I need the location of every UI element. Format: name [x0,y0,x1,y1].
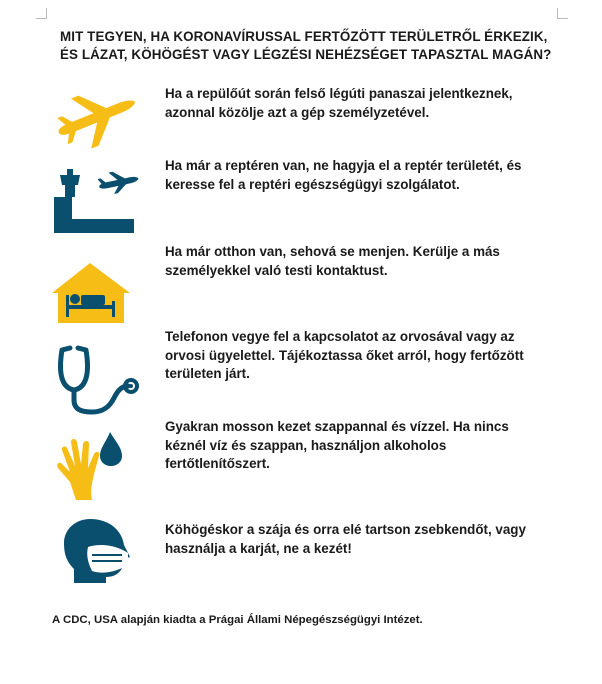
advice-line: használja a karját, ne a kezét! [165,540,352,556]
advice-text [165,85,565,122]
masked-head-icon [60,517,150,597]
page-corner-mark-right [557,8,568,19]
advice-line: orvosi ügyelettel. Tájékoztassa őket arról, hogy fertőzött [165,347,524,363]
advice-text [165,521,565,558]
page-title [60,28,560,64]
advice-item-airplane [50,85,570,155]
airport-tower-icon [50,167,140,247]
airplane-icon [50,85,140,165]
advice-item-phone-doctor [50,328,570,418]
advice-line: személyekkel való testi kontaktust. [165,262,388,278]
hand-water-drop-icon [50,428,140,508]
title-line-2: ÉS LÁZAT, KÖHÖGÉST VAGY LÉGZÉSI NEHÉZSÉGET TAPASZTAL MAGÁN? [60,47,552,62]
advice-line: területen járt. [165,366,250,381]
advice-line: fertőtlenítőszert. [165,456,270,471]
advice-line: Köhögéskor a szája és orra elé tartson zsebkendőt, vagy [165,522,526,537]
advice-item-home [50,243,570,328]
advice-line: Ha már a reptéren van, ne hagyja el a reptér területét, és [165,158,522,173]
stethoscope-icon [50,344,140,424]
advice-item-airport [50,157,570,247]
advice-text [165,418,565,474]
advice-text [165,243,565,280]
advice-line: azonnal közölje azt a gép személyzetével. [165,104,430,120]
advice-line: Gyakran mosson kezet szappannal és vízzel. Ha nincs [165,419,509,434]
advice-line: keresse fel a reptéri egészségügyi szolgálatot. [165,176,460,192]
advice-item-handwashing [50,418,570,508]
advice-item-cough [50,521,570,591]
advice-line: Ha már otthon van, sehová se menjen. Kerülje a más [165,244,500,259]
advice-line: Telefonon vegye fel a kapcsolatot az orvosával vagy az [165,329,515,344]
advice-line: kéznél víz és szappan, használjon alkoholos [165,437,447,453]
page-corner-mark-left [36,8,47,19]
advice-line: Ha a repülőút során felső légúti panaszai jelentkeznek, [165,86,513,101]
source-footer: A CDC, USA alapján kiadta a Prágai Állami Népegészségügyi Intézet. [52,614,423,626]
advice-text [165,157,565,194]
advice-text [165,328,565,384]
title-line-1: MIT TEGYEN, HA KORONAVÍRUSSAL FERTŐZÖTT TERÜLETRŐL ÉRKEZIK, [60,29,548,44]
